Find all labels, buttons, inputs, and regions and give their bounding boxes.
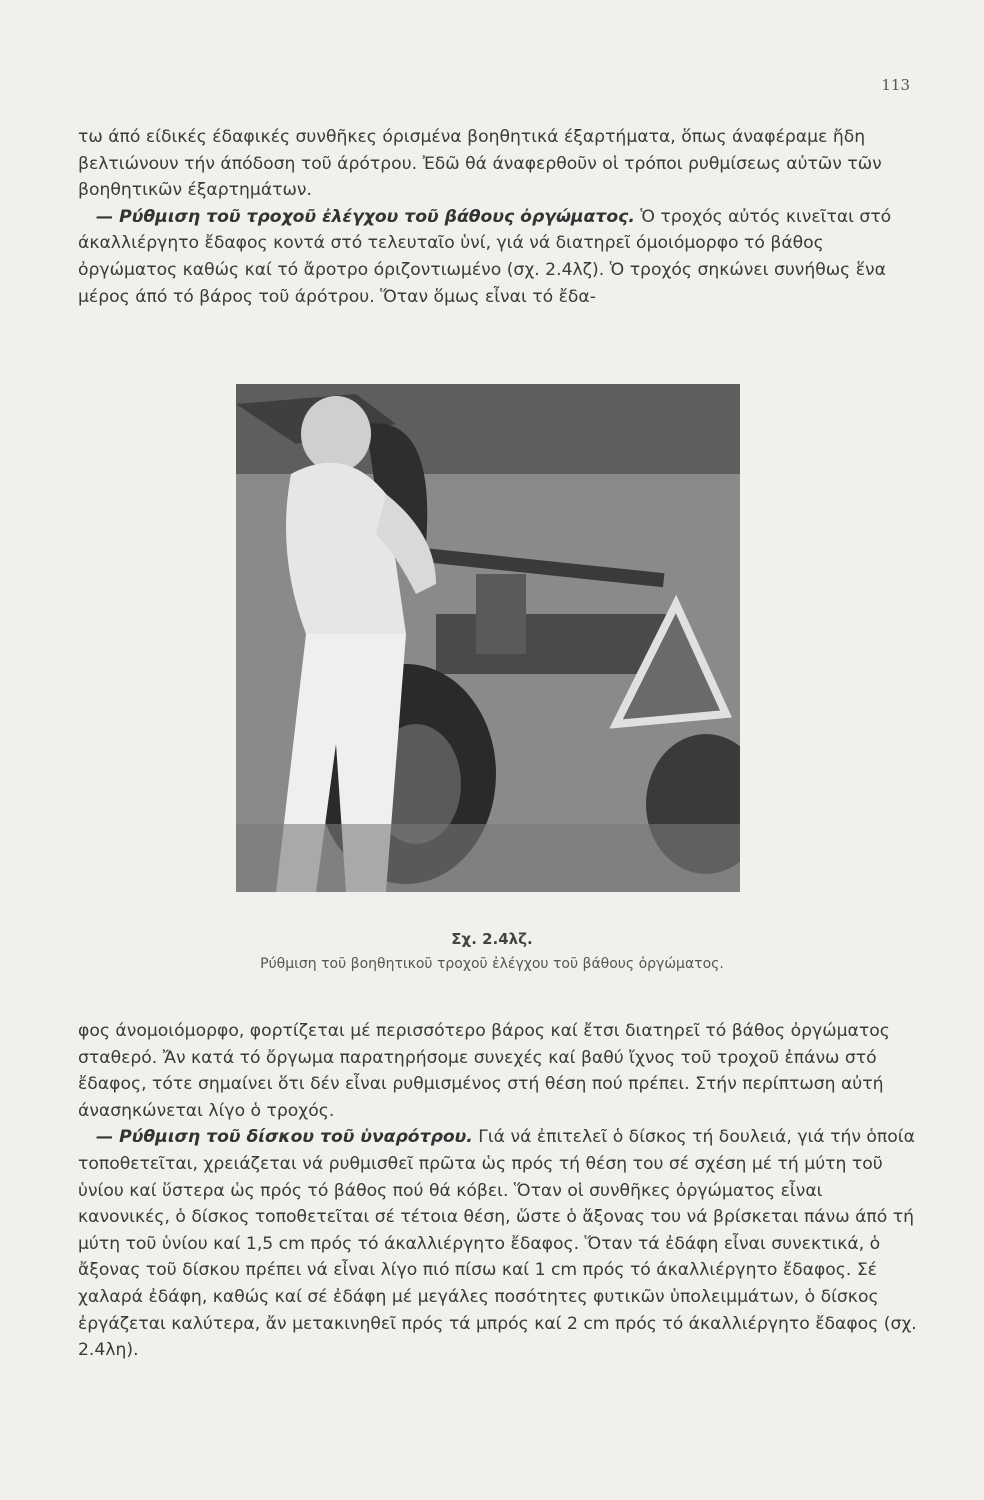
bottom-text-block: [78, 1018, 918, 1364]
depth-wheel-text: Ὁ τροχός αὐτός κινεῖται στό άκαλλιέργητο ἔδαφος κοντά στό τελευταῖο ὑνί, γιά νά διατηρεῖ όμοιόμορφο τό βάθος ὀργώματος καθώς καί τό ἄροτρο όριζοντιωμένο (σχ. 2.4λζ). Ὁ τροχός σηκώνει συνήθως ἕνα μέρος άπό τό βάρος τοῦ άρότρου. Ὅταν ὅμως εἶναι τό ἔδα-: [78, 206, 892, 307]
page-number: 113: [881, 76, 910, 94]
section-heading-depth-wheel: — Ρύθμιση τοῦ τροχοῦ ἐλέγχου τοῦ βάθους ὀργώματος.: [96, 206, 635, 227]
farmer-adjusting-plough-wheel-image: [236, 384, 740, 892]
disc-text: Γιά νά ἐπιτελεῖ ὁ δίσκος τή δουλειά, γιά τήν ὁποία τοποθετεῖται, χρειάζεται νά ρυθμισθεῖ πρῶτα ὡς πρός τή θέση του σέ σχέση μέ τή μύτη τοῦ ὑνίου καί ὕστερα ὡς πρός τό βάθος πού θά κόβει. Ὅταν οἱ συνθῆκες ὀργώματος εἶναι κανονικές, ὁ δίσκος τοποθετεῖται σέ τέτοια θέση, ὥστε ὁ ἄξονας του νά βρίσκεται πάνω άπό τή μύτη τοῦ ὑνίου καί 1,5 cm πρός τό άκαλλιέργητο ἔδαφος. Ὅταν τά ἐδάφη εἶναι συνεκτικά, ὁ ἄξονας τοῦ δίσκου πρέπει νά εἶναι λίγο πιό πίσω καί 1 cm πρός τό άκαλλιέργητο ἔδαφος. Σέ χαλαρά ἐδάφη, καθώς καί σέ ἐδάφη μέ μεγάλες ποσότητες φυτικῶν ὑπολειμμάτων, ὁ δίσκος ἐργάζεται καλύτερα, ἄν μετακινηθεῖ πρός τά μπρός καί 2 cm πρός τό άκαλλιέργητο ἔδαφος (σχ. 2.4λη).: [78, 1127, 917, 1361]
paragraph-uneven-soil: φος άνομοιόμορφο, φορτίζεται μέ περισσότερο βάρος καί ἔτσι διατηρεῖ τό βάθος ὀργώματος σταθερό. Ἄν κατά τό ὄργωμα παρατηρήσομε συνεχές καί βαθύ ἴχνος τοῦ τροχοῦ ἐπάνω στό ἔδαφος, τότε σημαίνει ὅτι δέν εἶναι ρυθμισμένος στή θέση πού πρέπει. Στήν περίπτωση αὐτή άνασηκώνεται λίγο ὁ τροχός.: [78, 1021, 890, 1121]
figure-caption: Ρύθμιση τοῦ βοηθητικοῦ τροχοῦ ἐλέγχου τοῦ βάθους ὀργώματος.: [260, 956, 724, 972]
paragraph-disc: [78, 1124, 918, 1363]
paragraph-intro: τω άπό είδικές έδαφικές συνθῆκες όρισμένα βοηθητικά έξαρτήματα, ὅπως άναφέραμε ἤδη βελτιώνουν τήν άπόδοση τοῦ άρότρου. Ἐδῶ θά άναφερθοῦν οἱ τρόποι ρυθμίσεως αὐτῶν τῶν βοηθητικῶν έξαρτημάτων.: [78, 127, 882, 201]
figure-photo: [236, 384, 740, 892]
section-heading-disc: — Ρύθμιση τοῦ δίσκου τοῦ ὑναρότρου.: [96, 1127, 473, 1148]
figure-label: Σχ. 2.4λζ.: [451, 930, 533, 948]
top-text-block: [78, 124, 918, 310]
paragraph-depth-wheel: [78, 204, 918, 310]
